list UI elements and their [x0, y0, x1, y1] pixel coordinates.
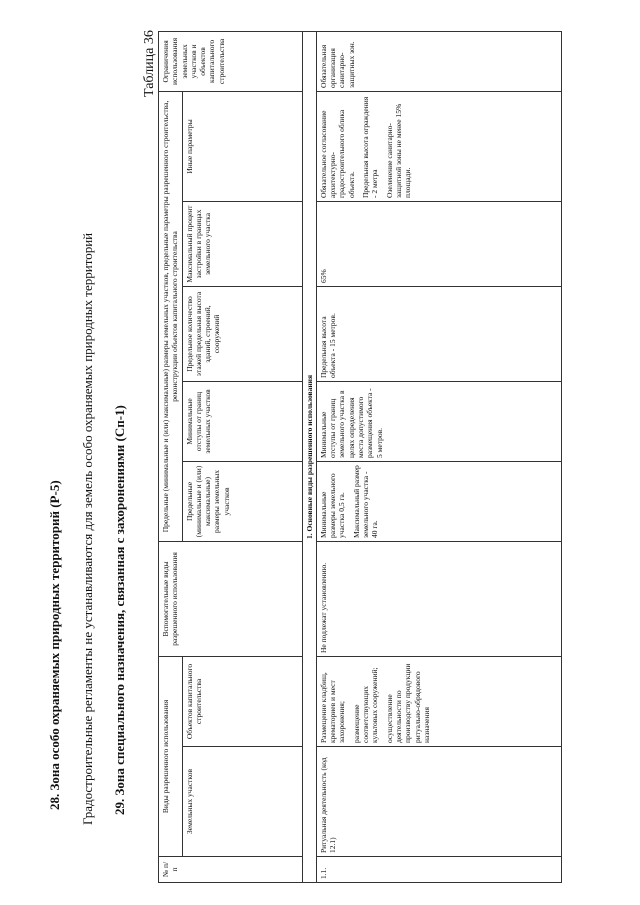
header-restrictions: Ограничения использования земельных участков и объектов капитального строительства [159, 31, 303, 91]
header-row-1 [159, 31, 183, 882]
table-row [316, 31, 561, 882]
row-floors: Предельная высота объекта - 15 метров. [316, 286, 561, 381]
capital-line: Размещение кладбищ, крематориев и мест захоронения; [318, 672, 347, 743]
heading-zone-29: 29. Зона специального назначения, связанная с захоронениями (Сп-1) [112, 405, 127, 815]
capital-line: размещение соответствующих культовых сооружений; [351, 667, 380, 743]
other-line: Предельная высота ограждения - 2 метра [361, 96, 380, 198]
size-line: Максимальный размер земельного участка - 40 га. [351, 465, 380, 538]
row-size [316, 461, 561, 541]
other-line: Озеленение санитарно-защитной зоны не менее 15% площади. [384, 103, 413, 198]
table-number: Таблица 36 [142, 30, 157, 97]
row-num: 1.1. [316, 857, 561, 883]
intro-paragraph: Градостроительные регламенты не устанавливаются для земель особо охраняемых природных территорий [80, 232, 95, 825]
row-setback: Минимальные отступы от границ земельного участка в целях определения места допустимого размещения объекта - 5 метров. [316, 381, 561, 461]
heading-zone-28: 28. Зона особо охраняемых природных территорий (Р-5) [47, 480, 62, 810]
other-line: Обязательное согласование архитектурно-градостроительного облика объекта. [318, 109, 356, 198]
header-land: Земельных участков [182, 747, 302, 857]
subheader-floors: Предельное количество этажей предельная высота зданий, строений, сооружений [182, 286, 302, 381]
subheader-coverage: Максимальный процент застройки в границах земельного участка [182, 201, 302, 286]
header-capital: Объектов капитального строительства [182, 656, 302, 746]
row-capital [316, 656, 561, 746]
subheader-setback: Минимальные отступы от границ земельных участков [182, 381, 302, 461]
header-params: Предельные (минимальные и (или) максимальные) размеры земельных участков, предельные параметры разрешенного строительства, реконструкции объектов капитального строительства [159, 91, 183, 541]
regulations-table [158, 31, 562, 883]
size-line: Минимальные размеры земельного участка 0,5 га. [318, 473, 347, 538]
header-uses: Виды разрешенного использования [159, 656, 183, 856]
capital-line: осуществление деятельности по производству продукции ритуально-обрядового назначения [384, 663, 431, 743]
row-other [316, 91, 561, 201]
header-num: № п/п [159, 857, 303, 883]
subheader-size: Предельные (минимальные и (или) максимальные) размеры земельных участков [182, 461, 302, 541]
row-land-use: Ритуальная деятельность (код 12.1) [316, 747, 561, 857]
section-title: 1. Основные виды разрешенного использования [302, 31, 316, 882]
subheader-other: Иные параметры [182, 91, 302, 201]
header-row-2 [182, 31, 302, 882]
row-restrictions: Обязательная организация санитарно-защитных зон. [316, 31, 561, 91]
row-coverage: 65% [316, 201, 561, 286]
row-aux: Не подлежат установлению. [316, 541, 561, 656]
header-aux: Вспомогательные виды разрешенного использования [159, 541, 303, 656]
section-row [302, 31, 316, 882]
